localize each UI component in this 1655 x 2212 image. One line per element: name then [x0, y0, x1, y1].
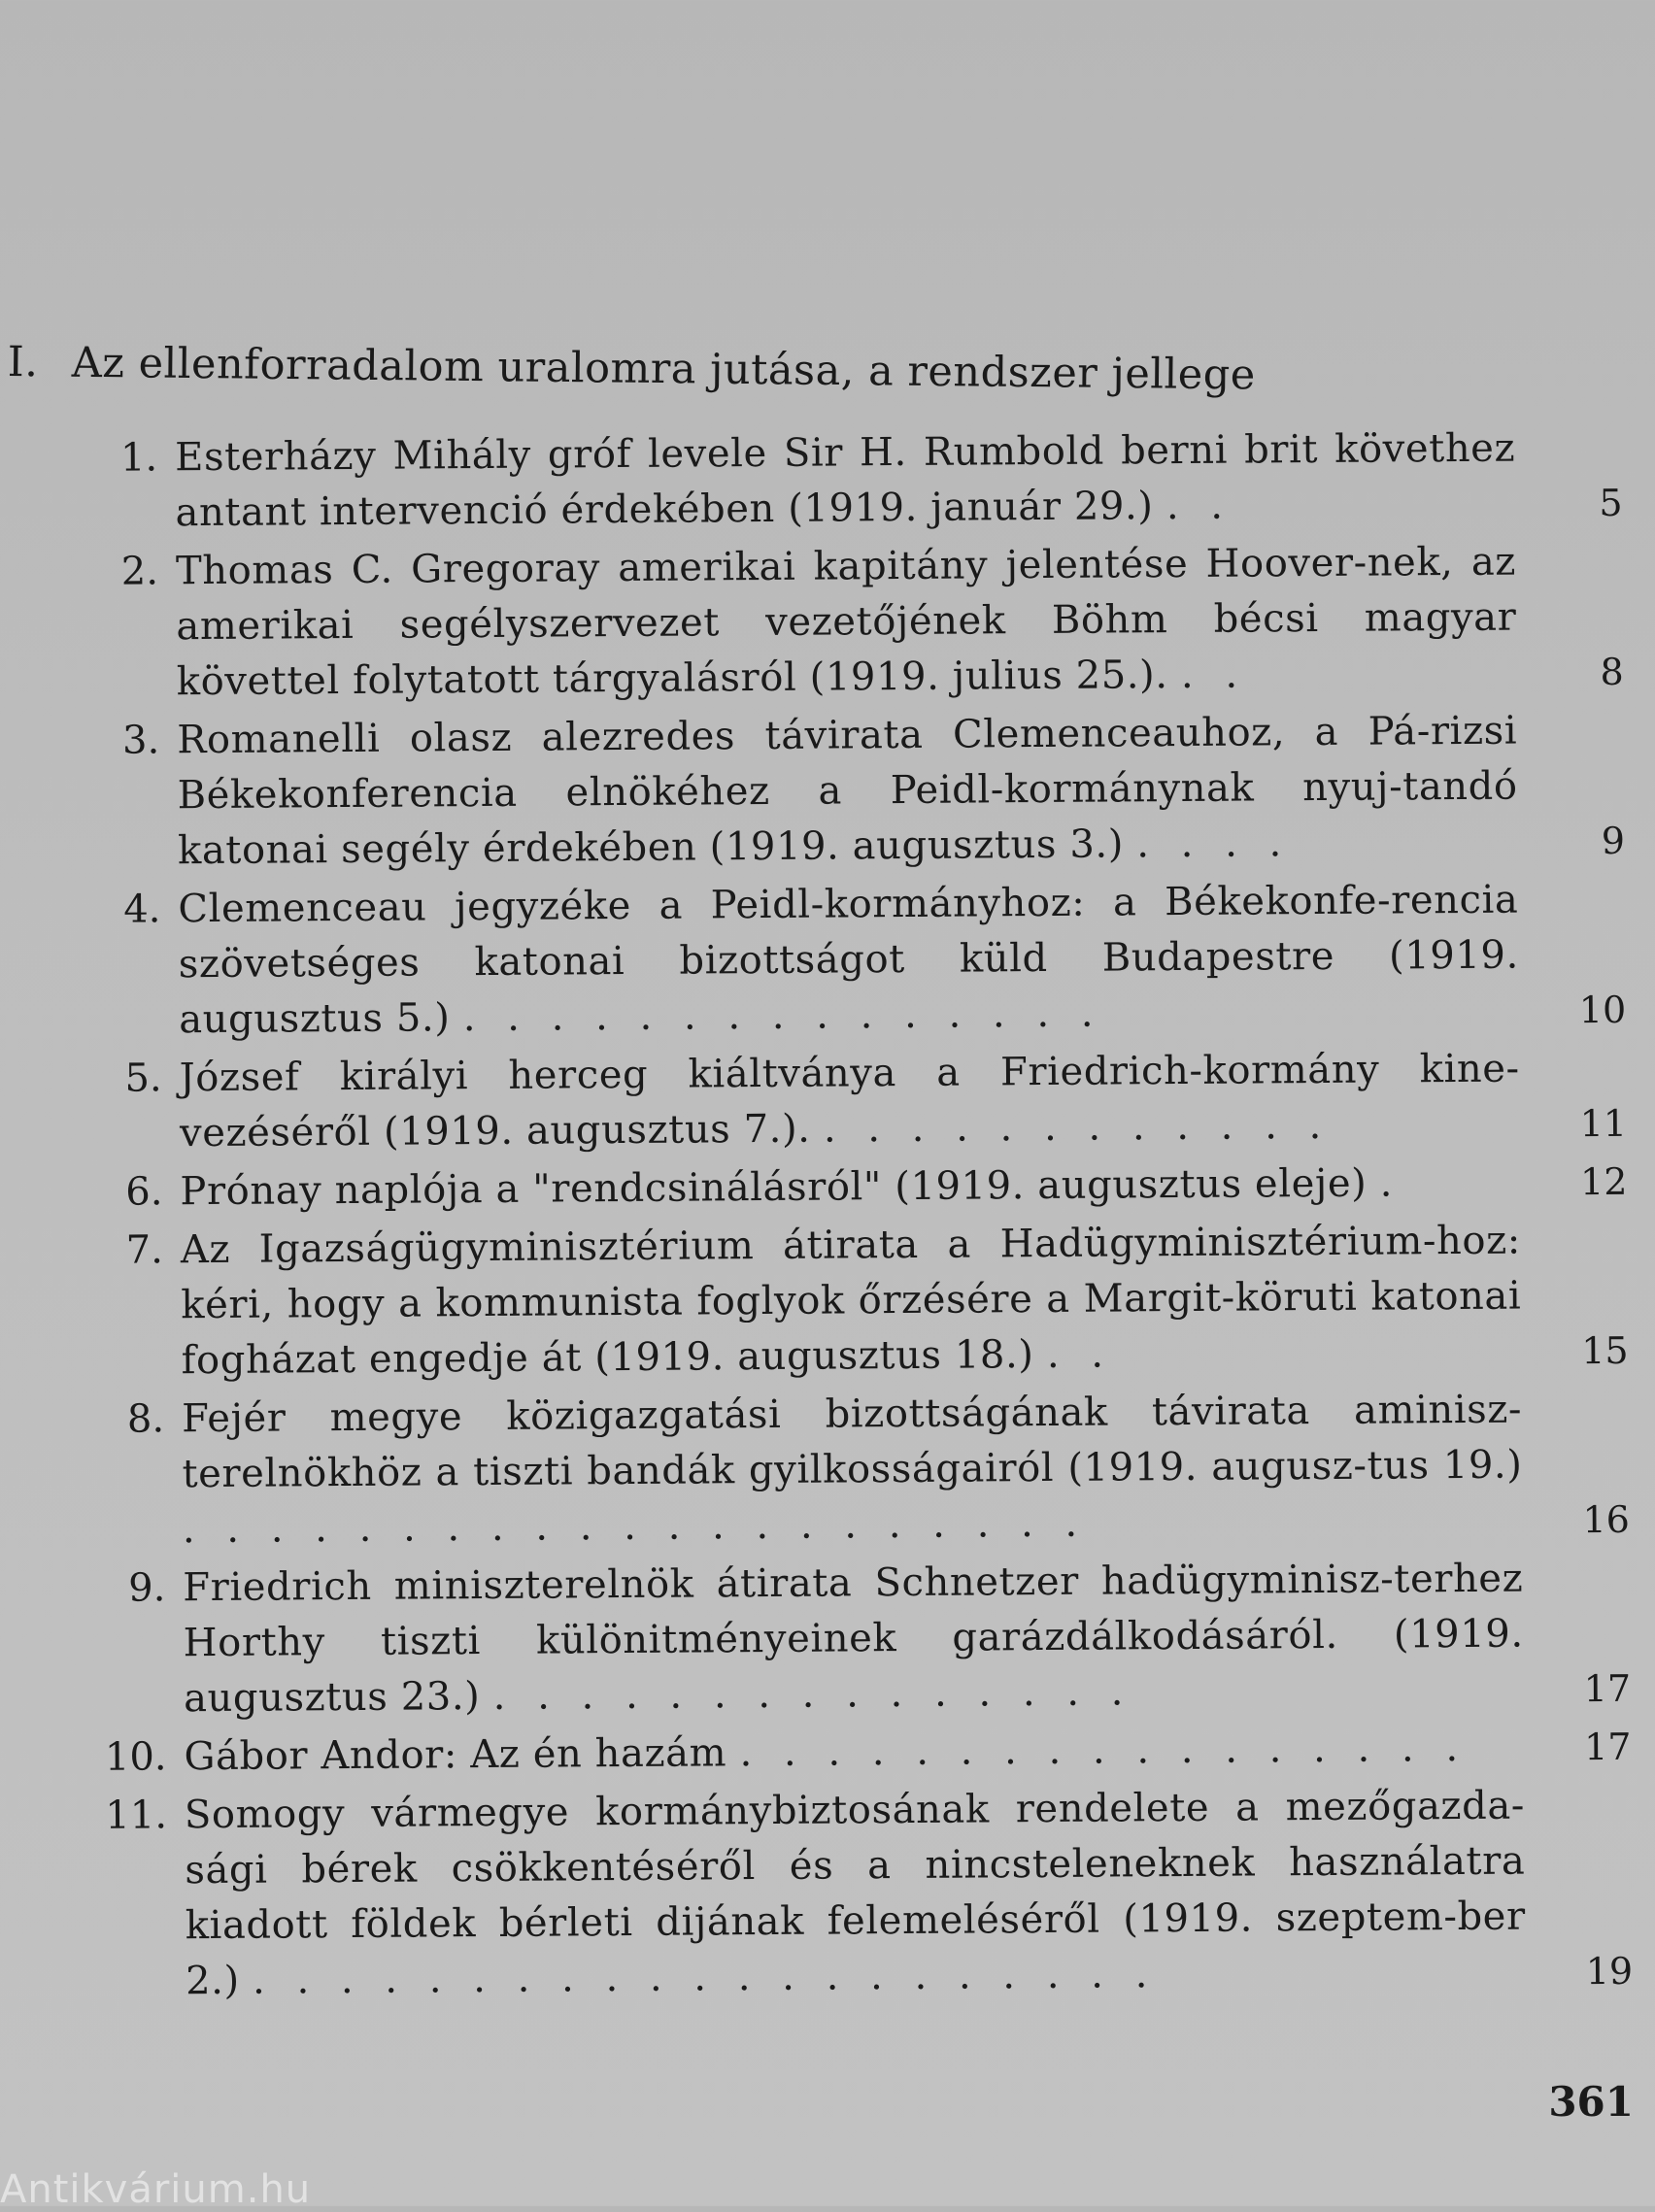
chapter-title: Az ellenforradalom uralomra jutása, a rendszer jellege [71, 338, 1256, 400]
page-folio-number: 361 [1548, 2078, 1634, 2126]
toc-entry [68, 420, 1642, 542]
entry-text-block [177, 704, 1518, 880]
entry-title: Romanelli olasz alezredes távirata Clemenceauhoz, a Pá-rizsi Békekonferencia elnökéhez a Peidl-kormánynak nyuj-tandó katonai segély érdekében (1919. augusztus 3.) [177, 708, 1518, 874]
toc-entries [68, 420, 1652, 2013]
dot-leader: . . . . [1136, 821, 1292, 867]
entry-text-block [179, 1042, 1520, 1162]
toc-entry [69, 534, 1643, 711]
dot-leader: . . . . . . . . . . . . . . . [462, 990, 1103, 1041]
dot-leader: . . . . . . . . . . . . . . . . . . . . . [252, 1952, 1158, 2003]
entry-number: 11. [105, 1793, 168, 1838]
entry-text-block [182, 1383, 1523, 1558]
entry-page-number: 17 [1583, 1725, 1632, 1769]
entry-number: 7. [125, 1227, 164, 1273]
toc-entry [71, 872, 1645, 1049]
toc-entry [72, 1041, 1646, 1162]
entry-number: 8. [126, 1396, 165, 1442]
entry-page-number: 8 [1600, 650, 1624, 693]
entry-title: Gábor Andor: Az én hazám [184, 1730, 727, 1780]
entry-title: Clemenceau jegyzéke a Peidl-kormányhoz: a Békekonfe-rencia szövetséges katonai bizottságot küld Budapestre (1919. augusztus 5.) [178, 877, 1519, 1043]
toc-entry [70, 703, 1644, 880]
entry-text-block [184, 1721, 1524, 1786]
dot-leader: . . . . . . . . . . . . . . . . . . . . . [182, 1500, 1088, 1553]
entry-page-number: 17 [1583, 1666, 1632, 1711]
watermark: Antikvárium.hu [0, 2167, 312, 2212]
entry-text-block [180, 1156, 1520, 1221]
entry-page-number: 11 [1579, 1101, 1628, 1146]
entry-page-number: 19 [1585, 1949, 1634, 1994]
entry-page-number: 9 [1601, 819, 1626, 862]
entry-number: 6. [125, 1169, 163, 1215]
toc-entry [75, 1382, 1649, 1558]
dot-leader: . . . . . . . . . . . . [823, 1102, 1332, 1152]
chapter-numeral: I. [7, 338, 39, 387]
toc-entry [76, 1551, 1650, 1727]
entry-number: 4. [123, 887, 161, 932]
entry-page-number: 12 [1579, 1159, 1628, 1204]
entry-number: 2. [120, 549, 159, 594]
entry-title: József királyi herceg kiáltványa a Friedrich-kormány kine-vezéséről (1919. augusztus 7.). [179, 1046, 1520, 1156]
entry-page-number: 5 [1599, 481, 1623, 524]
entry-text-block [185, 1779, 1527, 2010]
dot-leader: . [1379, 1160, 1402, 1206]
entry-title: Esterházy Mihály gróf levele Sir H. Rumbold berni brit követhez antant intervenció érdekében (1919. január 29.) [175, 425, 1516, 536]
entry-number: 10. [104, 1734, 167, 1780]
entry-title: Friedrich miniszterelnök átirata Schnetzer hadügyminisz-terhez Horthy tiszti különitményeinek garázdálkodásáról. (1919. augusztus 23.) [183, 1556, 1524, 1722]
entry-title: Az Igazságügyminisztérium átirata a Hadügyminisztérium-hoz: kéri, hogy a kommunista foglyok őrzésére a Margit-köruti katonai fogházat engedje át (1919. augusztus 18.) [180, 1218, 1522, 1384]
dot-leader: . . [1180, 652, 1248, 698]
entry-number: 1. [119, 435, 158, 481]
entry-title: Somogy vármegye kormánybiztosának rendelete a mezőgazda-sági bérek csökkentéséről és a nincsteleneknek használatra kiadott földek bérleti dijának felemeléséről (1919. szeptem-ber 2.) [184, 1783, 1526, 2004]
entry-title: Prónay naplója a "rendcsinálásról" (1919. augusztus eleje) [180, 1160, 1368, 1215]
entry-title: Fejér megye közigazgatási bizottságának távirata aminisz-terelnökhöz a tiszti bandák gyilkosságairól (1919. augusz-tus 19.) [181, 1387, 1523, 1497]
toc-entry [74, 1213, 1648, 1390]
entry-page-number: 15 [1581, 1328, 1629, 1373]
entry-text-block [181, 1214, 1522, 1390]
dot-leader: . . . . . . . . . . . . . . . . . [739, 1725, 1469, 1776]
entry-number: 3. [121, 718, 160, 763]
dot-leader: . . [1165, 483, 1233, 529]
entry-text-block [176, 535, 1517, 711]
entry-page-number: 16 [1582, 1497, 1631, 1542]
entry-text-block [178, 873, 1519, 1049]
entry-number: 9. [127, 1565, 166, 1611]
entry-title: Thomas C. Gregoray amerikai kapitány jelentése Hoover-nek, az amerikai segélyszervezet vezetőjének Böhm bécsi magyar követtel folytatott tárgyalásról (1919. julius 25.). [175, 539, 1517, 705]
dot-leader: . . . . . . . . . . . . . . . [492, 1669, 1133, 1719]
dot-leader: . . [1046, 1331, 1114, 1377]
entry-page-number: 10 [1578, 988, 1627, 1032]
entry-number: 5. [124, 1056, 162, 1101]
entry-text-block [183, 1552, 1524, 1727]
toc-entry [77, 1720, 1650, 1786]
toc-entry [73, 1155, 1646, 1221]
toc-entry [78, 1778, 1653, 2010]
chapter-heading [7, 338, 1386, 401]
entry-text-block [175, 421, 1516, 542]
